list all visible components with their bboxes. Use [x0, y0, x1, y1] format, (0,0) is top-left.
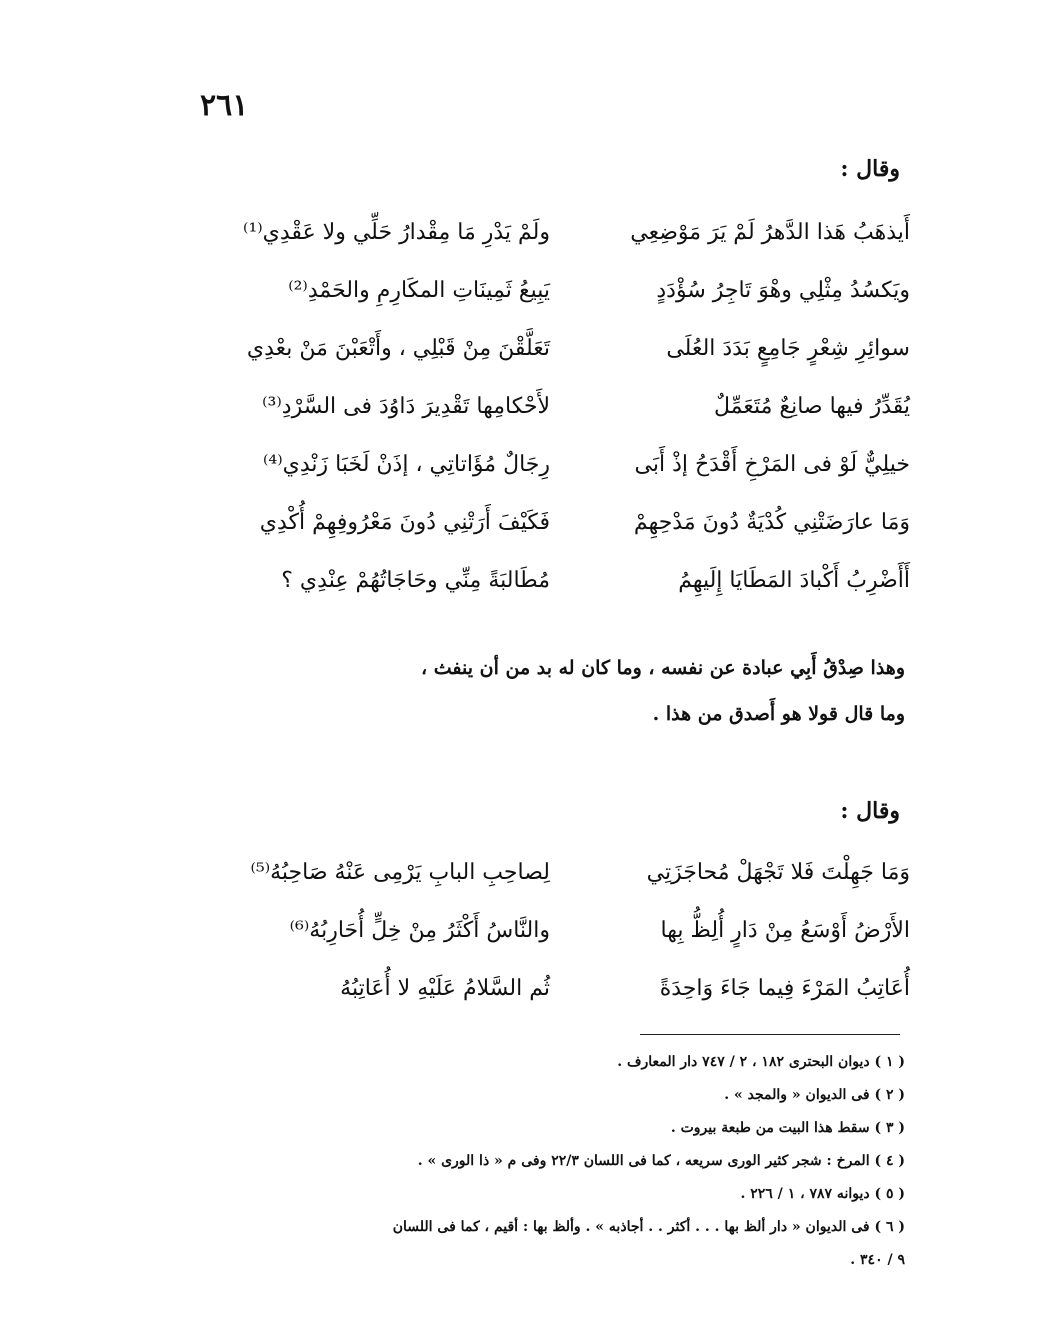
footnote — [210, 1112, 905, 1145]
footnote-number: ( ١ ) — [874, 1054, 905, 1070]
footnote — [210, 1178, 905, 1211]
verse-first-hemistich: أَيذهَبُ هَذا الدَّهرُ لَمْ يَرَ مَوْضِعِي — [630, 220, 910, 245]
verse-second-hemistich: ثُم السَّلامُ عَلَيْهِ لا أُعَاتِبُهُ — [340, 976, 550, 1001]
verse-first-hemistich: أَأَضْرِبُ أَكْبادَ المَطَايَا إِلَيهِمُ — [678, 568, 910, 593]
prose-line: وهذا صِدْقُ أَبِي عبادة عن نفسه ، وما كان له بد من أن ينفث ، — [420, 657, 905, 679]
verse-second-hemistich: فَكَيْفَ أَرَتْنِي دُونَ مَعْرُوفِهِمْ أُكْدِي — [259, 510, 550, 535]
footnote-text: ديوانه ٧٨٧ ، ١ / ٢٢٦ . — [740, 1186, 870, 1202]
footnote-text: فى الديوان « دار ألظ بها . . . أكثر . . أجاذبه » . وألظ بها : أقيم ، كما فى اللسان — [392, 1219, 870, 1235]
footnotes — [210, 1046, 905, 1277]
verse-line — [210, 852, 910, 910]
verse-second-hemistich: يَبِيعُ ثَمِينَاتِ المكَارِمِ والحَمْدِ⁽²⁾ — [288, 278, 550, 303]
verse-first-hemistich: يُقَدِّرُ فيها صانِعٌ مُتَعَمِّلٌ — [713, 394, 910, 419]
verse-first-hemistich: أُعَاتِبُ المَرْءَ فِيما جَاءَ وَاحِدَةً — [659, 976, 910, 1001]
page-number: ٢٦١ — [200, 88, 249, 123]
footnote — [210, 1079, 905, 1112]
verse-second-hemistich: مُطَالبَةً مِنِّي وحَاجَاتُهُمْ عِنْدِي ؟ — [281, 568, 550, 593]
verse-first-hemistich: سوائِرِ شِعْرٍ جَامِعٍ بَدَدَ العُلَى — [666, 336, 910, 361]
verse-line — [210, 328, 910, 386]
verse-second-hemistich: والنَّاسُ أَكْثَرُ مِنْ خِلٍّ أُحَارِبُهُ⁽⁶⁾ — [289, 918, 550, 943]
verse-second-hemistich: تَعَلَّقْنَ مِنْ قَبْلِي ، وأَتْعَبْنَ مَنْ بعْدِي — [246, 336, 550, 361]
verse-line — [210, 910, 910, 968]
verse-first-hemistich: ويَكسُدُ مِثْلِي وهْوَ تَاجِرُ سُؤْدَدٍ — [656, 278, 910, 303]
verse-line — [210, 968, 910, 1026]
footnote-number: ( ٦ ) — [874, 1219, 905, 1235]
verse-first-hemistich: وَمَا جَهِلْتَ فَلا تَجْهَلْ مُحاجَزَتِي — [646, 860, 910, 885]
footnote-text: فى الديوان « والمجد » . — [724, 1087, 870, 1103]
poem-block — [210, 852, 910, 1026]
footnote-number: ( ٣ ) — [874, 1120, 905, 1136]
verse-line — [210, 212, 910, 270]
footnote-text: سقط هذا البيت من طبعة بيروت . — [670, 1120, 870, 1136]
verse-line — [210, 560, 910, 618]
section-heading: وقال : — [840, 798, 900, 824]
footnote-divider — [640, 1034, 900, 1035]
footnote-number: ( ٢ ) — [874, 1087, 905, 1103]
verse-line — [210, 386, 910, 444]
verse-first-hemistich: وَمَا عارَضَتْنِي كُدْيَةٌ دُونَ مَدْحِهِمْ — [633, 510, 910, 535]
footnote — [210, 1145, 905, 1178]
prose-line: وما قال قولا هو أَصدق من هذا . — [652, 703, 905, 725]
prose-paragraph — [210, 645, 905, 737]
verse-first-hemistich: خيلِيٌّ لَوْ فى المَرْخِ أَقْدَحُ إذْ أَبَى — [634, 452, 910, 477]
verse-second-hemistich: لأَحْكامِها تَقْدِيرَ دَاوُدَ فى السَّرْدِ⁽³⁾ — [262, 394, 550, 419]
footnote-number: ( ٥ ) — [874, 1186, 905, 1202]
footnote-number: ( ٤ ) — [874, 1153, 905, 1169]
verse-line — [210, 444, 910, 502]
verse-line — [210, 270, 910, 328]
footnote — [210, 1046, 905, 1079]
footnote-text: المرخ : شجر كثير الورى سريعه ، كما فى اللسان ٢٢/٣ وفى م « ذا الورى » . — [417, 1153, 870, 1169]
footnote — [210, 1211, 905, 1244]
verse-first-hemistich: الأَرْضُ أَوْسَعُ مِنْ دَارٍ أُلِظُّ بِها — [660, 918, 910, 943]
footnote-continuation: ٩ / ٣٤٠ . — [850, 1252, 905, 1268]
poem-block — [210, 212, 910, 618]
verse-line — [210, 502, 910, 560]
footnote-text: ديوان البحترى ١٨٢ ، ٢ / ٧٤٧ دار المعارف . — [617, 1054, 870, 1070]
section-heading: وقال : — [840, 156, 900, 182]
verse-second-hemistich: رِجَالٌ مُؤَاتاتِي ، إذَنْ لَخَبَا زَنْدِي⁽⁴⁾ — [263, 452, 550, 477]
verse-second-hemistich: ولَمْ يَدْرِ مَا مِقْدارُ حَلِّي ولا عَقْدِي⁽¹⁾ — [243, 220, 550, 245]
verse-second-hemistich: لِصاحِبِ البابِ يَرْمِى عَنْهُ صَاحِبُهُ⁽⁵⁾ — [250, 860, 550, 885]
